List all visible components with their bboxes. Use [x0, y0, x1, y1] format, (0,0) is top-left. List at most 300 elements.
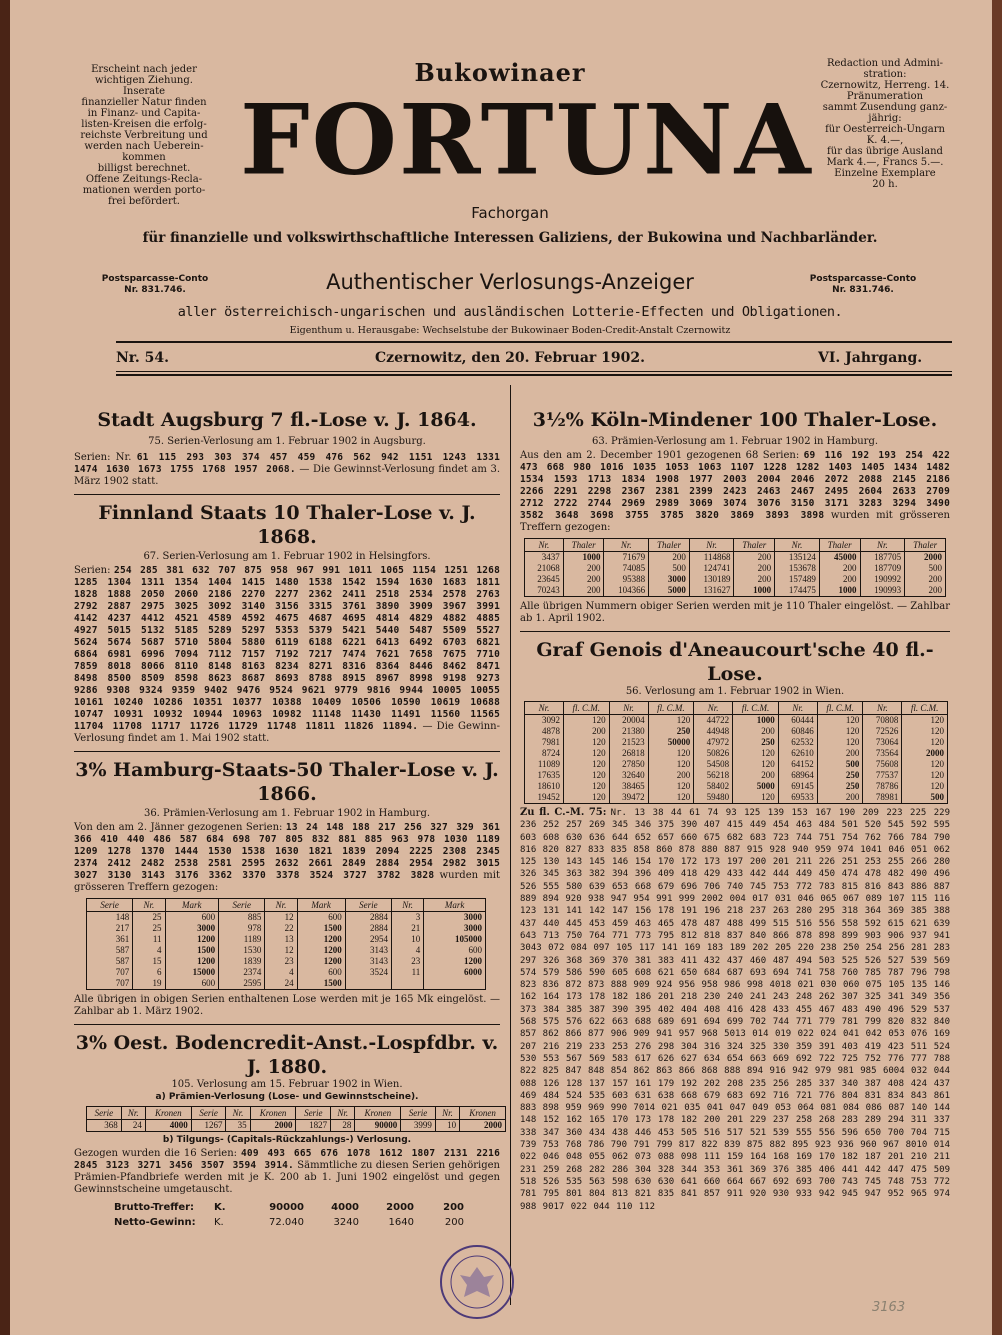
koeln-footer: Alle übrigen Nummern obiger Serien werden mit je 110 Thaler eingelöst. — Zahlbar ab 1. April 1902.: [520, 601, 950, 624]
table-cell: 5000: [733, 781, 779, 792]
table-cell: 5000: [649, 585, 690, 597]
table-row: [525, 585, 946, 597]
hamburg-body: [74, 822, 500, 894]
table-cell: 28: [331, 1120, 355, 1132]
library-stamp: [440, 1245, 514, 1319]
notice-line: listen-Kreisen die erfolg-: [81, 119, 207, 130]
brutto-3: 2000: [386, 1202, 414, 1213]
table-cell: 58402: [694, 781, 733, 792]
hamburg-suffix: wurden mit grösseren Treffern gezogen:: [74, 870, 500, 893]
table-cell: 62610: [778, 748, 817, 759]
table-cell: 21068: [525, 563, 564, 574]
netto-4: 200: [444, 1217, 464, 1228]
augsburg-body: [74, 452, 500, 488]
table-cell: 44948: [694, 726, 733, 737]
table-cell: 120: [902, 737, 948, 748]
table-cell: 1500: [165, 945, 219, 956]
table-cell: 500: [905, 563, 946, 574]
table-cell: 124741: [689, 563, 734, 574]
table-cell: 4000: [145, 1120, 191, 1132]
column-header: Kronen: [355, 1107, 401, 1120]
table-row: [87, 1120, 506, 1132]
column-header: Nr.: [331, 1107, 355, 1120]
table-cell: 120: [563, 737, 609, 748]
table-cell: 10: [435, 1120, 459, 1132]
column-header: Serie: [296, 1107, 331, 1120]
table-cell: 1267: [191, 1120, 226, 1132]
column-header: Nr.: [609, 702, 648, 715]
brutto-row: [114, 1200, 500, 1215]
column-header: fl. C.M.: [817, 702, 863, 715]
table-row: [525, 552, 946, 564]
table-row: [525, 770, 948, 781]
bodencredit-table: [86, 1106, 506, 1132]
table-cell: 600: [297, 967, 345, 978]
column-header: Nr.: [604, 539, 649, 552]
postsparcasse-line: Nr. 831.746.: [832, 285, 894, 295]
table-cell: 23: [265, 956, 297, 967]
table-cell: 19452: [525, 792, 564, 804]
column-header: Mark: [424, 899, 486, 912]
column-header: Serie: [87, 899, 133, 912]
table-cell: 11: [133, 934, 165, 945]
genois-title: Graf Genois d'Aneaucourt'sche 40 fl.-Lose.: [536, 639, 934, 685]
table-cell: 1189: [219, 934, 265, 945]
column-divider: [510, 385, 511, 1305]
table-cell: 200: [734, 574, 775, 585]
table-cell: 39472: [609, 792, 648, 804]
table-header-row: [525, 702, 948, 715]
table-cell: 1200: [165, 934, 219, 945]
table-cell: 3000: [424, 923, 486, 934]
table-row: [87, 912, 486, 924]
table-header-row: [525, 539, 946, 552]
table-cell: 200: [734, 552, 775, 564]
table-cell: 135124: [775, 552, 820, 564]
column-header: Thaler: [563, 539, 604, 552]
table-cell: 3524: [345, 967, 391, 978]
table-cell: 1000: [734, 585, 775, 597]
table-cell: 62532: [778, 737, 817, 748]
table-cell: 27850: [609, 759, 648, 770]
table-cell: 174475: [775, 585, 820, 597]
table-cell: 1200: [165, 956, 219, 967]
column-header: Thaler: [734, 539, 775, 552]
table-cell: 131627: [689, 585, 734, 597]
table-cell: 120: [733, 748, 779, 759]
table-cell: 4878: [525, 726, 564, 737]
table-cell: 60444: [778, 715, 817, 727]
table-cell: 69145: [778, 781, 817, 792]
masthead-title: FORTUNA: [240, 84, 813, 197]
table-cell: 60846: [778, 726, 817, 737]
table-cell: 1200: [297, 956, 345, 967]
table-row: [87, 956, 486, 967]
table-cell: 200: [819, 574, 860, 585]
postsparcasse-left: [80, 274, 230, 296]
koeln-prefix: Aus den am 2. December 1901 gezogenen 68 Serien:: [520, 450, 800, 461]
table-cell: 3000: [649, 574, 690, 585]
table-cell: 75608: [863, 759, 902, 770]
table-row: [87, 967, 486, 978]
table-cell: 2000: [460, 1120, 506, 1132]
finnland-numbers: 254 285 381 632 707 875 958 967 991 1011 1065 1154 1251 1268 1285 1304 1311 1354 1404 1415 1480 1538 1542 1594 1630 1683 1811 1828 1888 2050 2060 2186 2270 2277 2362 2411 2518 2534 2578 2763 2792 2887 2975 3025 3092 3140 3156 3315 3761 3890 3909 3967 3991 4142 4237 4412 4521 4589 4592 4675 4687 4695 4814 4829 4882 4885 4927 5015 5132 5185 5289 5297 5353 5379 5421 5440 5487 5509 5527 5624 5674 5687 5710 5804 5880 6119 6188 6221 6413 6492 6703 6821 6864 6981 6996 7094 7112 7157 7192 7217 7474 7621 7658 7675 7710 7859 8018 8066 8110 8148 8163 8234 8271 8316 8364 8446 8462 8471 8498 8500 8509 8598 8623 8687 8693 8788 8915 8967 8998 9198 9273 9286 9308 9324 9359 9402 9476 9524 9621 9779 9816 9944 10005 10055 10161 10240 10286 10351 10377 10388 10409 10506 10590 10619 10688 10747 10931 10932 10944 10963 10982 11148 11430 11491 11560 11565 11704 11708 11717 11726 11729 11748 11811 11826 11894.: [74, 565, 501, 732]
table-cell: 130189: [689, 574, 734, 585]
right-notice: [790, 58, 980, 190]
table-row: [525, 737, 948, 748]
table-cell: 1500: [297, 978, 345, 990]
table-cell: 153678: [775, 563, 820, 574]
column-header: Serie: [345, 899, 391, 912]
table-cell: 69533: [778, 792, 817, 804]
notice-line: kommen: [122, 152, 166, 163]
table-cell: 8724: [525, 748, 564, 759]
table-cell: 13: [265, 934, 297, 945]
notice-line: Pränumeration: [846, 91, 924, 102]
table-cell: 1839: [219, 956, 265, 967]
rule-bottom-2: [116, 374, 952, 376]
table-header-row: [87, 899, 486, 912]
column-header: Nr.: [694, 702, 733, 715]
notice-line: Redaction und Admini-: [826, 58, 944, 69]
notice-line: Mark 4.—, Francs 5.—.: [826, 157, 944, 168]
table-cell: 120: [902, 759, 948, 770]
column-header: Nr.: [778, 702, 817, 715]
table-cell: 587: [87, 956, 133, 967]
finnland-subtitle: 67. Serien-Verlosung am 1. Februar 1902 in Helsingfors.: [143, 551, 431, 562]
anzeiger-subtitle: aller österreichisch-ungarischen und ausländischen Lotterie-Effecten und Obligationen.: [177, 304, 843, 320]
column-header: Kronen: [460, 1107, 506, 1120]
table-cell: 90000: [355, 1120, 401, 1132]
table-cell: 22: [265, 923, 297, 934]
table-cell: 38465: [609, 781, 648, 792]
table-cell: 120: [563, 759, 609, 770]
augsburg-numbers: 61 115 293 303 374 457 459 476 562 942 1151 1243 1331 1474 1630 1673 1755 1768 1957 2068.: [74, 452, 501, 475]
koeln-numbers: 69 116 192 193 254 422 473 668 980 1016 1035 1053 1063 1107 1228 1282 1403 1405 1434 1482 1534 1593 1713 1834 1908 1977 2003 2004 2046 2072 2088 2145 2186 2266 2291 2298 2367 2381 2399 2423 2463 2467 2495 2604 2633 2709 2712 2722 2744 2969 2989 3069 3074 3076 3150 3171 3283 3294 3490 3582 3648 3698 3755 3785 3820 3869 3893 3898: [520, 450, 950, 521]
table-row: [525, 726, 948, 737]
netto-cur: K.: [214, 1217, 224, 1228]
netto-label: Netto-Gewinn:: [114, 1217, 196, 1228]
table-cell: 23645: [525, 574, 564, 585]
table-cell: 200: [733, 770, 779, 781]
table-cell: 120: [648, 759, 694, 770]
bodencredit-b-body: [74, 1148, 500, 1196]
table-cell: 19: [133, 978, 165, 990]
table-cell: 120: [563, 792, 609, 804]
brutto-1: 90000: [269, 1202, 304, 1213]
masthead-subtitle: für finanzielle und volkswirthschaftliche Interessen Galiziens, der Bukowina und Nachbarländer.: [142, 230, 878, 246]
notice-line: wichtigen Ziehung.: [95, 75, 193, 86]
table-cell: 200: [817, 792, 863, 804]
koeln-title: 3½% Köln-Mindener 100 Thaler-Lose.: [532, 409, 938, 431]
notice-line: finanzieller Natur finden: [81, 97, 207, 108]
notice-line: billigst berechnet.: [97, 163, 191, 174]
notice-line: stration:: [863, 69, 907, 80]
table-cell: 2595: [219, 978, 265, 990]
table-cell: 2000: [902, 748, 948, 759]
table-cell: 120: [733, 759, 779, 770]
table-cell: 250: [817, 781, 863, 792]
table-cell: 2884: [345, 912, 391, 924]
masthead-pretitle: Bukowinaer: [414, 58, 586, 87]
bodencredit-subtitle: 105. Verlosung am 15. Februar 1902 in Wien.: [171, 1079, 403, 1090]
bodencredit-b-title: b) Tilgungs- (Capitals-Rückzahlungs-) Verlosung.: [162, 1135, 412, 1145]
table-cell: 3143: [345, 956, 391, 967]
bodencredit-summary: [114, 1200, 500, 1230]
table-cell: 59480: [694, 792, 733, 804]
column-header: fl. C.M.: [902, 702, 948, 715]
table-cell: 120: [563, 715, 609, 727]
column-header: fl. C.M.: [648, 702, 694, 715]
table-cell: 10: [391, 934, 423, 945]
table-cell: 3143: [345, 945, 391, 956]
table-cell: 120: [817, 726, 863, 737]
table-row: [87, 978, 486, 990]
column-header: Serie: [191, 1107, 226, 1120]
column-header: Nr.: [133, 899, 165, 912]
table-cell: [424, 978, 486, 990]
table-cell: 50000: [648, 737, 694, 748]
finnland-prefix: Serien:: [74, 565, 111, 576]
genois-subtitle: 56. Verlosung am 1. Februar 1902 in Wien.: [625, 686, 845, 697]
table-row: [525, 715, 948, 727]
brutto-cur: K.: [214, 1202, 226, 1213]
table-cell: 15000: [165, 967, 219, 978]
fachorgan: Fachorgan: [471, 204, 549, 222]
bodencredit-b-numbers: 409 493 665 676 1078 1612 1807 2131 2216 2845 3123 3271 3456 3507 3594 3914.: [74, 1148, 501, 1171]
notice-line: sammt Zusendung ganz-: [822, 102, 948, 113]
table-cell: 217: [87, 923, 133, 934]
table-row: [525, 748, 948, 759]
table-cell: 120: [563, 781, 609, 792]
hamburg-table: [86, 898, 486, 990]
table-cell: 120: [648, 781, 694, 792]
table-cell: 2954: [345, 934, 391, 945]
bodencredit-title: 3% Oest. Bodencredit-Anst.-Lospfdbr. v. J. 1880.: [75, 1032, 499, 1078]
table-cell: 200: [649, 552, 690, 564]
netto-3: 1640: [388, 1217, 414, 1228]
table-cell: 78786: [863, 781, 902, 792]
table-cell: 11089: [525, 759, 564, 770]
table-cell: 3: [391, 912, 423, 924]
table-cell: 3999: [401, 1120, 436, 1132]
table-cell: 190992: [860, 574, 905, 585]
augsburg-suffix: — Die Gewinnst-Verlosung findet am 3. März 1902 statt.: [74, 464, 501, 487]
table-cell: 26818: [609, 748, 648, 759]
table-cell: 25: [133, 923, 165, 934]
table-cell: 2374: [219, 967, 265, 978]
table-cell: 24: [121, 1120, 145, 1132]
table-row: [525, 759, 948, 770]
table-cell: 200: [819, 563, 860, 574]
table-row: [525, 574, 946, 585]
table-cell: [391, 978, 423, 990]
column-header: Nr.: [265, 899, 297, 912]
issue-number: Nr. 54.: [116, 350, 169, 366]
separator: [74, 1024, 500, 1025]
binding-edge-left: [0, 0, 10, 1335]
table-cell: 72526: [863, 726, 902, 737]
finnland-suffix: — Die Gewinn-Verlosung findet am 1. Mai 1902 statt.: [74, 721, 500, 744]
hamburg-footer: Alle übrigen in obigen Serien enthaltenen Lose werden mit je 165 Mk eingelöst. — Zahlbar ab 1. März 1902.: [74, 994, 500, 1017]
table-cell: 1000: [733, 715, 779, 727]
table-cell: 250: [648, 726, 694, 737]
table-cell: 56218: [694, 770, 733, 781]
postsparcasse-right: [788, 274, 938, 296]
table-cell: 120: [902, 770, 948, 781]
postsparcasse-line: Postsparcasse-Conto: [101, 274, 209, 284]
table-cell: 707: [87, 967, 133, 978]
table-cell: 120: [648, 792, 694, 804]
bodencredit-b-suffix: Sämmtliche zu diesen Serien gehörigen Prämien-Pfandbriefe werden mit je K. 200 ab 1. Juni 1902 eingelöst und gegen Gewinnstscheine umgetauscht.: [74, 1160, 500, 1195]
table-row: [87, 923, 486, 934]
genois-body: [520, 807, 950, 1213]
table-cell: 45000: [819, 552, 860, 564]
table-cell: 1500: [297, 923, 345, 934]
column-header: Nr.: [860, 539, 905, 552]
augsburg-title: Stadt Augsburg 7 fl.-Lose v. J. 1864.: [97, 409, 477, 431]
table-cell: 12: [265, 912, 297, 924]
table-cell: 200: [563, 574, 604, 585]
table-cell: 200: [734, 563, 775, 574]
notice-line: in Finanz- und Capita-: [87, 108, 201, 119]
genois-prefix: Zu fl. C.-M. 75:: [520, 807, 607, 818]
table-row: [525, 781, 948, 792]
table-cell: 120: [648, 748, 694, 759]
table-cell: 200: [648, 770, 694, 781]
table-cell: 17635: [525, 770, 564, 781]
table-cell: 25: [133, 912, 165, 924]
eagle-emblem-icon: [442, 1247, 512, 1317]
koeln-body: [520, 450, 950, 534]
table-cell: 18610: [525, 781, 564, 792]
column-header: Nr.: [121, 1107, 145, 1120]
column-header: Mark: [297, 899, 345, 912]
table-cell: 200: [733, 726, 779, 737]
table-cell: 74085: [604, 563, 649, 574]
table-cell: 120: [902, 781, 948, 792]
table-cell: 7981: [525, 737, 564, 748]
separator: [520, 631, 950, 632]
table-cell: 4: [133, 945, 165, 956]
brutto-2: 4000: [331, 1202, 359, 1213]
notice-line: Einzelne Exemplare: [834, 168, 936, 179]
table-cell: 77537: [863, 770, 902, 781]
table-cell: 187705: [860, 552, 905, 564]
table-cell: 120: [648, 715, 694, 727]
table-cell: 200: [563, 563, 604, 574]
table-cell: 187709: [860, 563, 905, 574]
table-cell: 4: [265, 967, 297, 978]
table-cell: 600: [424, 945, 486, 956]
separator: [74, 751, 500, 752]
column-header: Kronen: [145, 1107, 191, 1120]
anzeiger-title: Authentischer Verlosungs-Anzeiger: [326, 270, 694, 294]
column-header: fl. C.M.: [733, 702, 779, 715]
table-cell: 120: [902, 726, 948, 737]
table-cell: 73064: [863, 737, 902, 748]
augsburg-prefix: Serien: Nr.: [74, 452, 132, 463]
table-cell: 500: [649, 563, 690, 574]
table-cell: 4: [391, 945, 423, 956]
table-cell: 105000: [424, 934, 486, 945]
table-cell: 3000: [424, 912, 486, 924]
table-header-row: [87, 1107, 506, 1120]
column-header: Nr.: [391, 899, 423, 912]
netto-row: [114, 1215, 500, 1230]
augsburg-subtitle: 75. Serien-Verlosung am 1. Februar 1902 in Augsburg.: [148, 436, 426, 447]
table-row: [87, 934, 486, 945]
column-header: Mark: [165, 899, 219, 912]
table-cell: 250: [817, 770, 863, 781]
koeln-suffix: wurden mit grösseren Treffern gezogen:: [520, 510, 950, 533]
table-cell: 44722: [694, 715, 733, 727]
netto-2: 3240: [333, 1217, 359, 1228]
koeln-subtitle: 63. Prämien-Verlosung am 1. Februar 1902 in Hamburg.: [591, 436, 879, 447]
column-header: Nr.: [775, 539, 820, 552]
table-cell: 70808: [863, 715, 902, 727]
table-cell: 250: [733, 737, 779, 748]
table-cell: 1200: [297, 945, 345, 956]
left-notice: [64, 64, 224, 207]
genois-table: [524, 701, 948, 804]
table-cell: 114868: [689, 552, 734, 564]
column-header: Nr.: [525, 702, 564, 715]
table-cell: 47972: [694, 737, 733, 748]
table-cell: 1200: [297, 934, 345, 945]
table-cell: 368: [87, 1120, 122, 1132]
column-header: Nr.: [863, 702, 902, 715]
table-cell: 190993: [860, 585, 905, 597]
table-cell: 95388: [604, 574, 649, 585]
table-cell: 600: [297, 912, 345, 924]
table-cell: 104366: [604, 585, 649, 597]
notice-line: Czernowitz, Herreng. 14.: [820, 80, 950, 91]
table-cell: 1530: [219, 945, 265, 956]
table-cell: 600: [165, 912, 219, 924]
notice-line: 20 h.: [872, 179, 898, 190]
table-cell: 1827: [296, 1120, 331, 1132]
column-header: Nr.: [525, 539, 564, 552]
table-cell: 2000: [905, 552, 946, 564]
table-cell: 24: [265, 978, 297, 990]
finnland-body: [74, 565, 500, 745]
column-header: fl. C.M.: [563, 702, 609, 715]
column-header: Thaler: [649, 539, 690, 552]
notice-line: Offene Zeitungs-Recla-: [85, 174, 203, 185]
postsparcasse-line: Postsparcasse-Conto: [809, 274, 917, 284]
rule-bottom-1: [116, 371, 952, 372]
table-cell: 200: [905, 574, 946, 585]
bodencredit-b-prefix: Gezogen wurden die 16 Serien:: [74, 1148, 238, 1159]
finnland-title: Finnland Staats 10 Thaler-Lose v. J. 1868.: [98, 502, 476, 548]
hamburg-subtitle: 36. Prämien-Verlosung am 1. Februar 1902 in Hamburg.: [143, 808, 431, 819]
column-header: Nr.: [226, 1107, 250, 1120]
column-header: Thaler: [905, 539, 946, 552]
hamburg-title: 3% Hamburg-Staats-50 Thaler-Lose v. J. 1866.: [75, 759, 499, 805]
right-column: [520, 408, 950, 1213]
column-header: Serie: [219, 899, 265, 912]
table-cell: [345, 978, 391, 990]
notice-line: mationen werden porto-: [82, 185, 206, 196]
table-row: [87, 945, 486, 956]
issue-date: Czernowitz, den 20. Februar 1902.: [375, 350, 645, 366]
table-cell: 64152: [778, 759, 817, 770]
table-cell: 120: [817, 715, 863, 727]
newspaper-page: [10, 0, 992, 1335]
table-cell: 50826: [694, 748, 733, 759]
table-cell: 148: [87, 912, 133, 924]
